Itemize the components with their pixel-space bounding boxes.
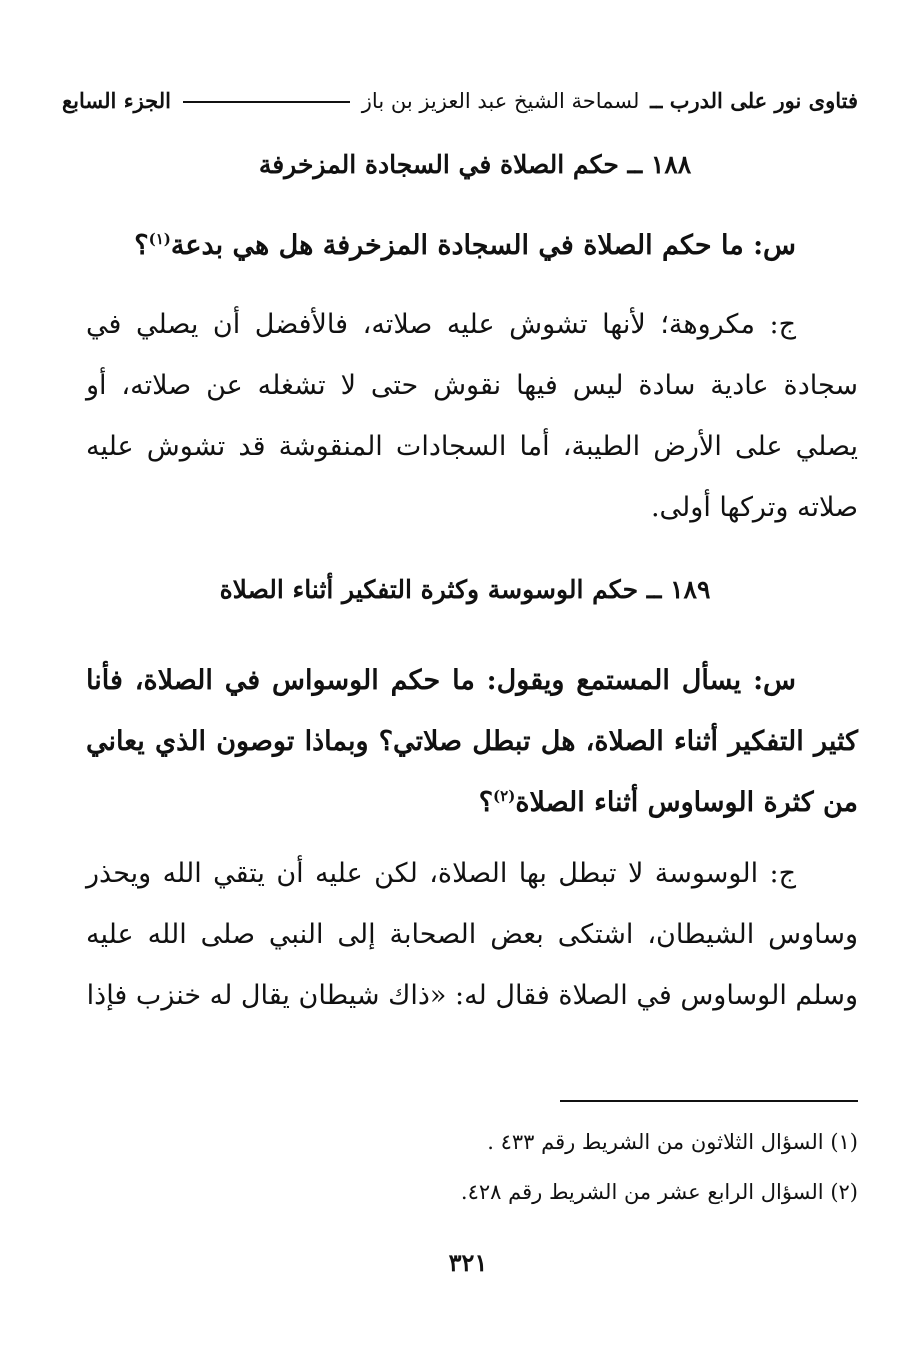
question-paragraph bbox=[86, 650, 858, 833]
section-title: ١٨٩ ــ حكم الوسوسة وكثرة التفكير أثناء الصلاة bbox=[219, 575, 711, 604]
answer-text: ج: الوسوسة لا تبطل بها الصلاة، لكن عليه أن يتقي الله ويحذر وساوس الشيطان، اشتكى بعض الصحابة إلى النبي صلى الله عليه وسلم الوساوس في الصلاة فقال له: «ذاك شيطان يقال له خنزب فإذا bbox=[86, 858, 858, 1011]
answer-text: ج: مكروهة؛ لأنها تشوش عليه صلاته، فالأفضل أن يصلي في سجادة عادية سادة ليس فيها نقوش حتى لا تشغله عن صلاته، أو يصلي على الأرض الطيبة، أما السجادات المنقوشة قد تشوش عليه صلاته وتركها أولى. bbox=[86, 309, 858, 523]
header-rule bbox=[183, 101, 350, 103]
page-number: ٣٢١ bbox=[448, 1248, 488, 1277]
volume-label: الجزء السابع bbox=[62, 87, 171, 113]
question-mark: ؟ bbox=[134, 230, 149, 261]
author-name: لسماحة الشيخ عبد العزيز بن باز bbox=[361, 88, 640, 113]
answer-paragraph bbox=[86, 294, 858, 538]
footnote: (٢) السؤال الرابع عشر من الشريط رقم ٤٢٨. bbox=[460, 1180, 858, 1204]
question-text: س: يسأل المستمع ويقول: ما حكم الوسواس في الصلاة، فأنا كثير التفكير أثناء الصلاة، هل تبطل صلاتي؟ وبماذا توصون الذي يعاني من كثرة الوساوس أثناء الصلاة bbox=[86, 665, 858, 818]
book-title: فتاوى نور على الدرب ــ bbox=[650, 87, 858, 113]
header-title-group bbox=[362, 88, 858, 113]
footnote-ref: (٢) bbox=[493, 787, 516, 805]
question-mark: ؟ bbox=[478, 787, 494, 818]
question-paragraph bbox=[86, 215, 858, 276]
answer-paragraph bbox=[86, 843, 858, 1026]
footnote: (١) السؤال الثلاثون من الشريط رقم ٤٣٣ . bbox=[487, 1130, 858, 1154]
footnote-ref: (١) bbox=[148, 230, 171, 248]
section-title: ١٨٨ ــ حكم الصلاة في السجادة المزخرفة bbox=[258, 150, 692, 179]
footnote-separator bbox=[560, 1100, 858, 1102]
question-text: س: ما حكم الصلاة في السجادة المزخرفة هل هي بدعة bbox=[170, 230, 796, 261]
running-header bbox=[62, 80, 858, 120]
